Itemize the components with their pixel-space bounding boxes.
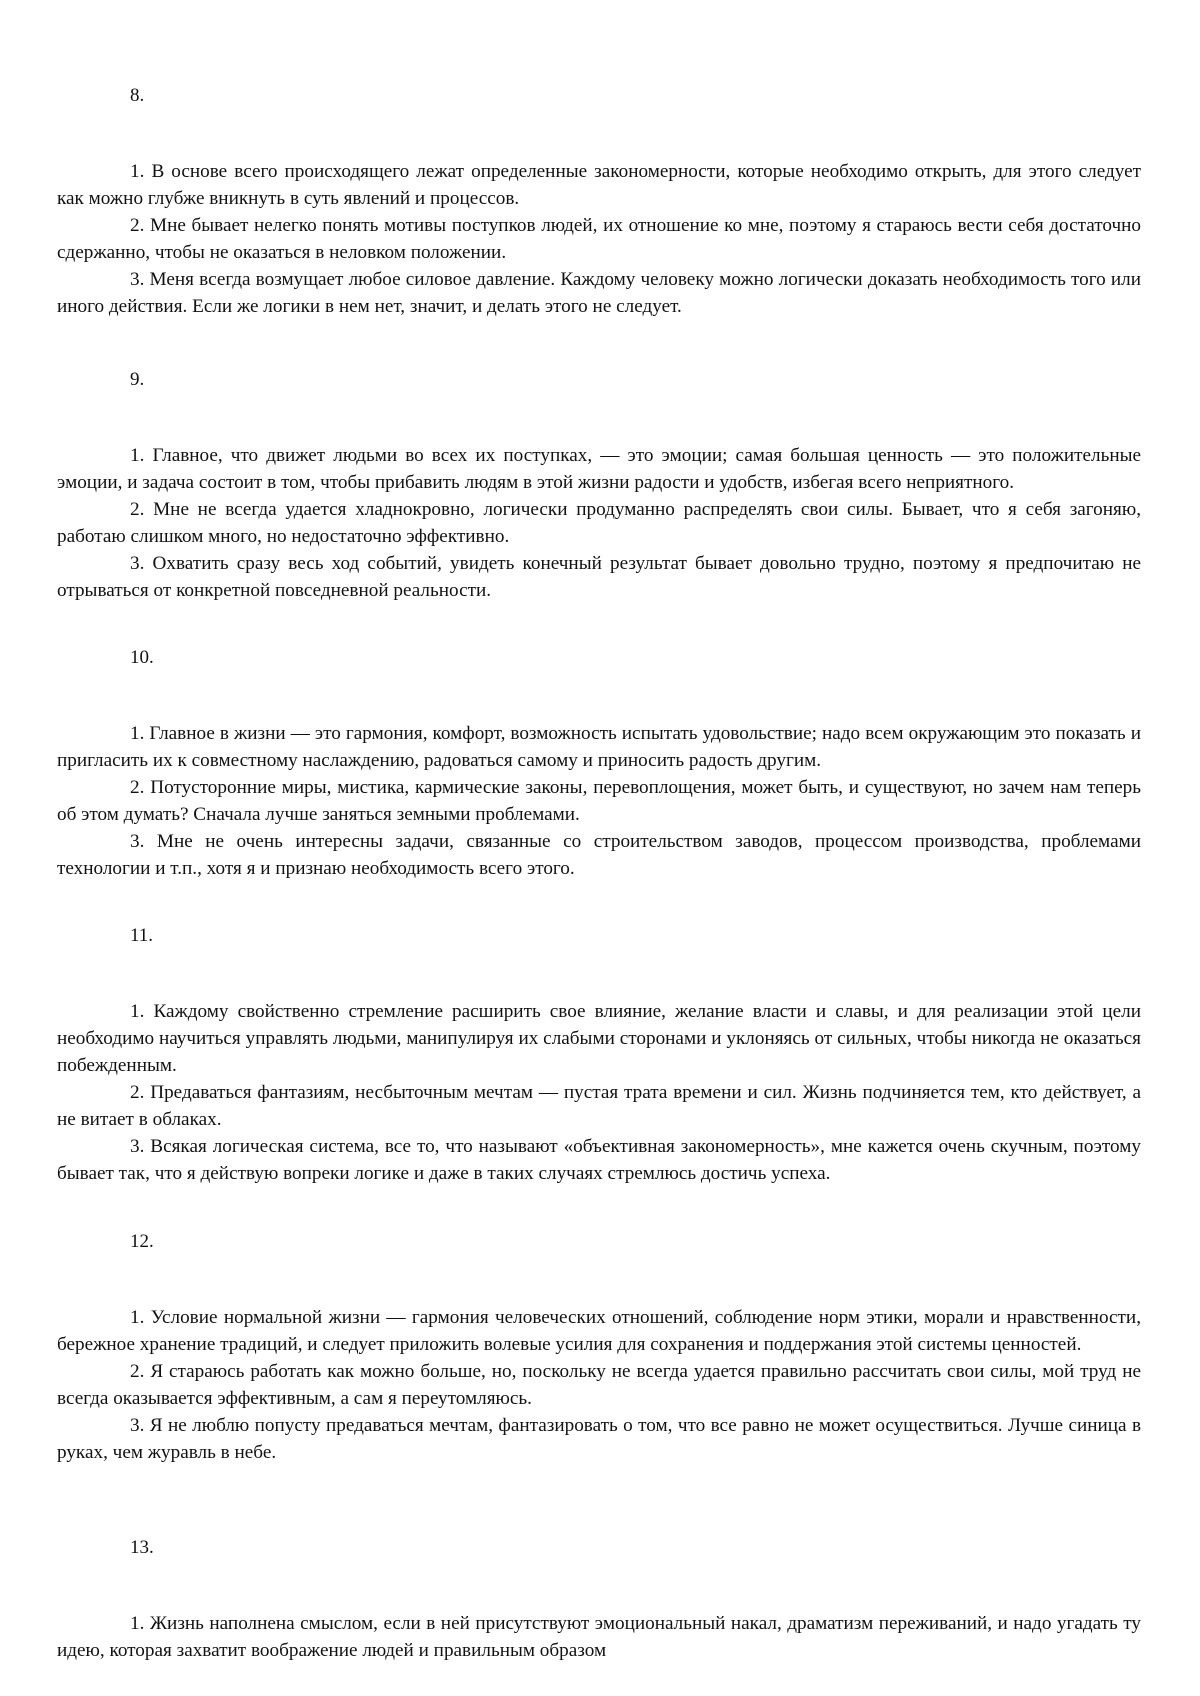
answer-option: 2. Я стараюсь работать как можно больше, но, поскольку не всегда удается правильно рассчитать свои силы, мой труд не всегда оказывается эффективным, а сам я переутомляюсь.: [57, 1361, 1141, 1409]
answer-option: 1. Главное, что движет людьми во всех их поступках, — это эмоции; самая большая ценность — это положительные эмоции, и задача состоит в том, чтобы прибавить людям в этой жизни радости и удобств, избегая всего неприятного.: [57, 445, 1141, 493]
question-section-10: [57, 644, 1141, 882]
question-number: 12.: [130, 1231, 154, 1252]
question-number: 9.: [130, 369, 145, 390]
answer-option: 1. Каждому свойственно стремление расширить свое влияние, желание власти и славы, и для реализации этой цели необходимо научиться управлять людьми, манипулируя их слабыми сторонами и уклоняясь от сильных, чтобы никогда не оказаться побежденным.: [57, 1001, 1141, 1076]
answer-option: 2. Мне не всегда удается хладнокровно, логически продуманно распределять свои силы. Бывает, что я себя загоняю, работаю слишком много, но недостаточно эффективно.: [57, 499, 1141, 547]
answer-list: [57, 1610, 1141, 1664]
answer-option: 1. Главное в жизни — это гармония, комфорт, возможность испытать удовольствие; надо всем окружающим это показать и пригласить их к совместному наслаждению, радоваться самому и приносить радость другим.: [57, 723, 1141, 771]
answer-option: 3. Мне не очень интересны задачи, связанные со строительством заводов, процессом производства, проблемами технологии и т.п., хотя я и признаю необходимость всего этого.: [57, 831, 1141, 879]
question-number: 13.: [130, 1537, 154, 1558]
answer-list: [57, 1304, 1141, 1466]
answer-list: [57, 720, 1141, 882]
question-section-8: [57, 82, 1141, 320]
answer-list: [57, 442, 1141, 604]
answer-option: 1. Условие нормальной жизни — гармония человеческих отношений, соблюдение норм этики, морали и нравственности, бережное хранение традиций, и следует приложить волевые усилия для сохранения и поддержания этой системы ценностей.: [57, 1307, 1141, 1355]
answer-option: 2. Потусторонние миры, мистика, кармические законы, перевоплощения, может быть, и существуют, но зачем нам теперь об этом думать? Сначала лучше заняться земными проблемами.: [57, 777, 1141, 825]
question-section-11: [57, 922, 1141, 1187]
question-number: 8.: [130, 85, 145, 106]
question-number: 10.: [130, 647, 154, 668]
question-section-12: [57, 1228, 1141, 1466]
question-number: 11.: [130, 925, 154, 946]
answer-list: [57, 998, 1141, 1187]
answer-option: 3. Охватить сразу весь ход событий, увидеть конечный результат бывает довольно трудно, поэтому я предпочитаю не отрываться от конкретной повседневной реальности.: [57, 553, 1141, 601]
answer-option: 3. Меня всегда возмущает любое силовое давление. Каждому человеку можно логически доказать необходимость того или иного действия. Если же логики в нем нет, значит, и делать этого не следует.: [57, 269, 1141, 317]
answer-option: 2. Предаваться фантазиям, несбыточным мечтам — пустая трата времени и сил. Жизнь подчиняется тем, кто действует, а не витает в облаках.: [57, 1082, 1141, 1130]
answer-option: 1. В основе всего происходящего лежат определенные закономерности, которые необходимо открыть, для этого следует как можно глубже вникнуть в суть явлений и процессов.: [57, 161, 1141, 209]
answer-option: 3. Всякая логическая система, все то, что называют «объективная закономерность», мне кажется очень скучным, поэтому бывает так, что я действую вопреки логике и даже в таких случаях стремлюсь достичь успеха.: [57, 1136, 1141, 1184]
answer-option: 1. Жизнь наполнена смыслом, если в ней присутствуют эмоциональный накал, драматизм переживаний, и надо угадать ту идею, которая захватит воображение людей и правильным образом: [57, 1613, 1141, 1661]
answer-option: 2. Мне бывает нелегко понять мотивы поступков людей, их отношение ко мне, поэтому я стараюсь вести себя достаточно сдержанно, чтобы не оказаться в неловком положении.: [57, 215, 1141, 263]
question-section-9: [57, 366, 1141, 604]
answer-list: [57, 158, 1141, 320]
answer-option: 3. Я не люблю попусту предаваться мечтам, фантазировать о том, что все равно не может осуществиться. Лучше синица в руках, чем журавль в небе.: [57, 1415, 1141, 1463]
question-section-13: [57, 1534, 1141, 1664]
